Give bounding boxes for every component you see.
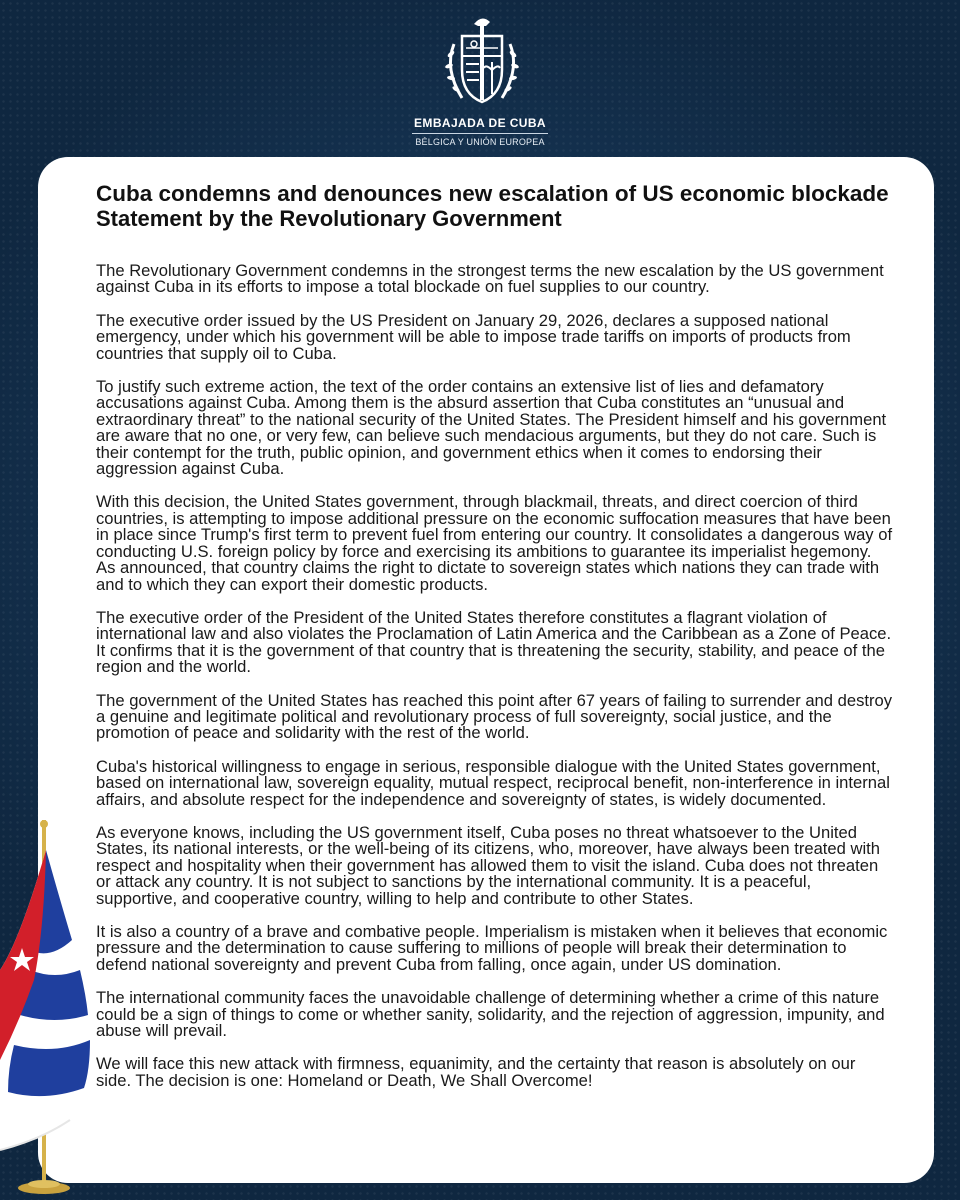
embassy-header [0,0,960,158]
statement-card [38,157,934,1183]
statement-paragraph: The executive order issued by the US President on January 29, 2026, declares a supposed national emergency, under which his government will be able to impose trade tariffs on imports of products from countries that supply oil to Cuba. [96,310,851,363]
statement-paragraph: The government of the United States has reached this point after 67 years of failing to surrender and destroy a genuine and legitimate political and revolutionary process of full sovereignty, social justice, and the promotion of peace and solidarity with the rest of the world. [96,690,893,743]
coat-of-arms-icon [440,14,524,110]
statement-paragraph: We will face this new attack with firmness, equanimity, and the certainty that reason is absolutely on our side. The decision is one: Homeland or Death, We Shall Overcome! [96,1054,856,1090]
statement-paragraph: As everyone knows, including the US government itself, Cuba poses no threat whatsoever to the United States, its national interests, or the well-being of its citizens, who, moreover, have always been treated with respect and hospitality when their government has allowed them to visit the island. Cuba does not threaten or attack any country. It is not subject to sanctions by the international community. It is a peaceful, supportive, and cooperative country, willing to help and contribute to other States. [96,822,880,908]
statement-subtitle: Statement by the Revolutionary Government [96,206,562,231]
embassy-subtitle: BÉLGICA Y UNIÓN EUROPEA [415,137,545,147]
header-divider [412,133,548,134]
statement-paragraph: The international community faces the unavoidable challenge of determining whether a crime of this nature could be a sign of things to come or whether sanity, solidarity, and the rejection of aggression, impunity, and abuse will prevail. [96,988,885,1041]
statement-paragraph: With this decision, the United States government, through blackmail, threats, and direct coercion of third countries, is attempting to impose additional pressure on the economic suffocation measures that have been in place since Trump's first term to prevent fuel from entering our country. It consolidates a dangerous way of conducting U.S. foreign policy by force and exercising its ambitions to guarantee its imperialist hegemony. As announced, that country claims the right to dictate to sovereign states which nations they can trade with and to which they can export their domestic products. [96,492,893,594]
statement-paragraph: It is also a country of a brave and combative people. Imperialism is mistaken when it believes that economic pressure and the determination to cause suffering to millions of people will break their determination to defend national sovereignty and prevent Cuba from falling, once again, under US domination. [96,922,888,974]
cuban-flag-icon [0,820,110,1200]
statement-paragraph: To justify such extreme action, the text of the order contains an extensive list of lies and defamatory accusations against Cuba. Among them is the absurd assertion that Cuba constitutes an “unusual and extraordinary threat” to the national security of the United States. The President himself and his government are aware that no one, or very few, can believe such mendacious arguments, but they do not care. Such is their contempt for the truth, public opinion, and government ethics when it comes to endorsing their aggression against Cuba. [96,377,887,479]
statement-body [96,263,894,1089]
statement-paragraph: The executive order of the President of the United States therefore constitutes a flagrant violation of international law and also violates the Proclamation of Latin America and the Caribbean as a Zone of Peace. It confirms that it is the government of that country that is threatening the security, stability, and peace of the region and the world. [96,607,892,677]
statement-paragraph: The Revolutionary Government condemns in the strongest terms the new escalation by the US government against Cuba in its efforts to impose a total blockade on fuel supplies to our country. [96,261,884,297]
embassy-name: EMBAJADA DE CUBA [414,116,546,130]
statement-paragraph: Cuba's historical willingness to engage in serious, responsible dialogue with the United States government, based on international law, sovereign equality, mutual respect, reciprocal benefit, non-interference in internal affairs, and absolute respect for the independence and sovereignty of states, is widely documented. [96,756,890,809]
statement-title: Cuba condemns and denounces new escalation of US economic blockade [96,181,889,206]
